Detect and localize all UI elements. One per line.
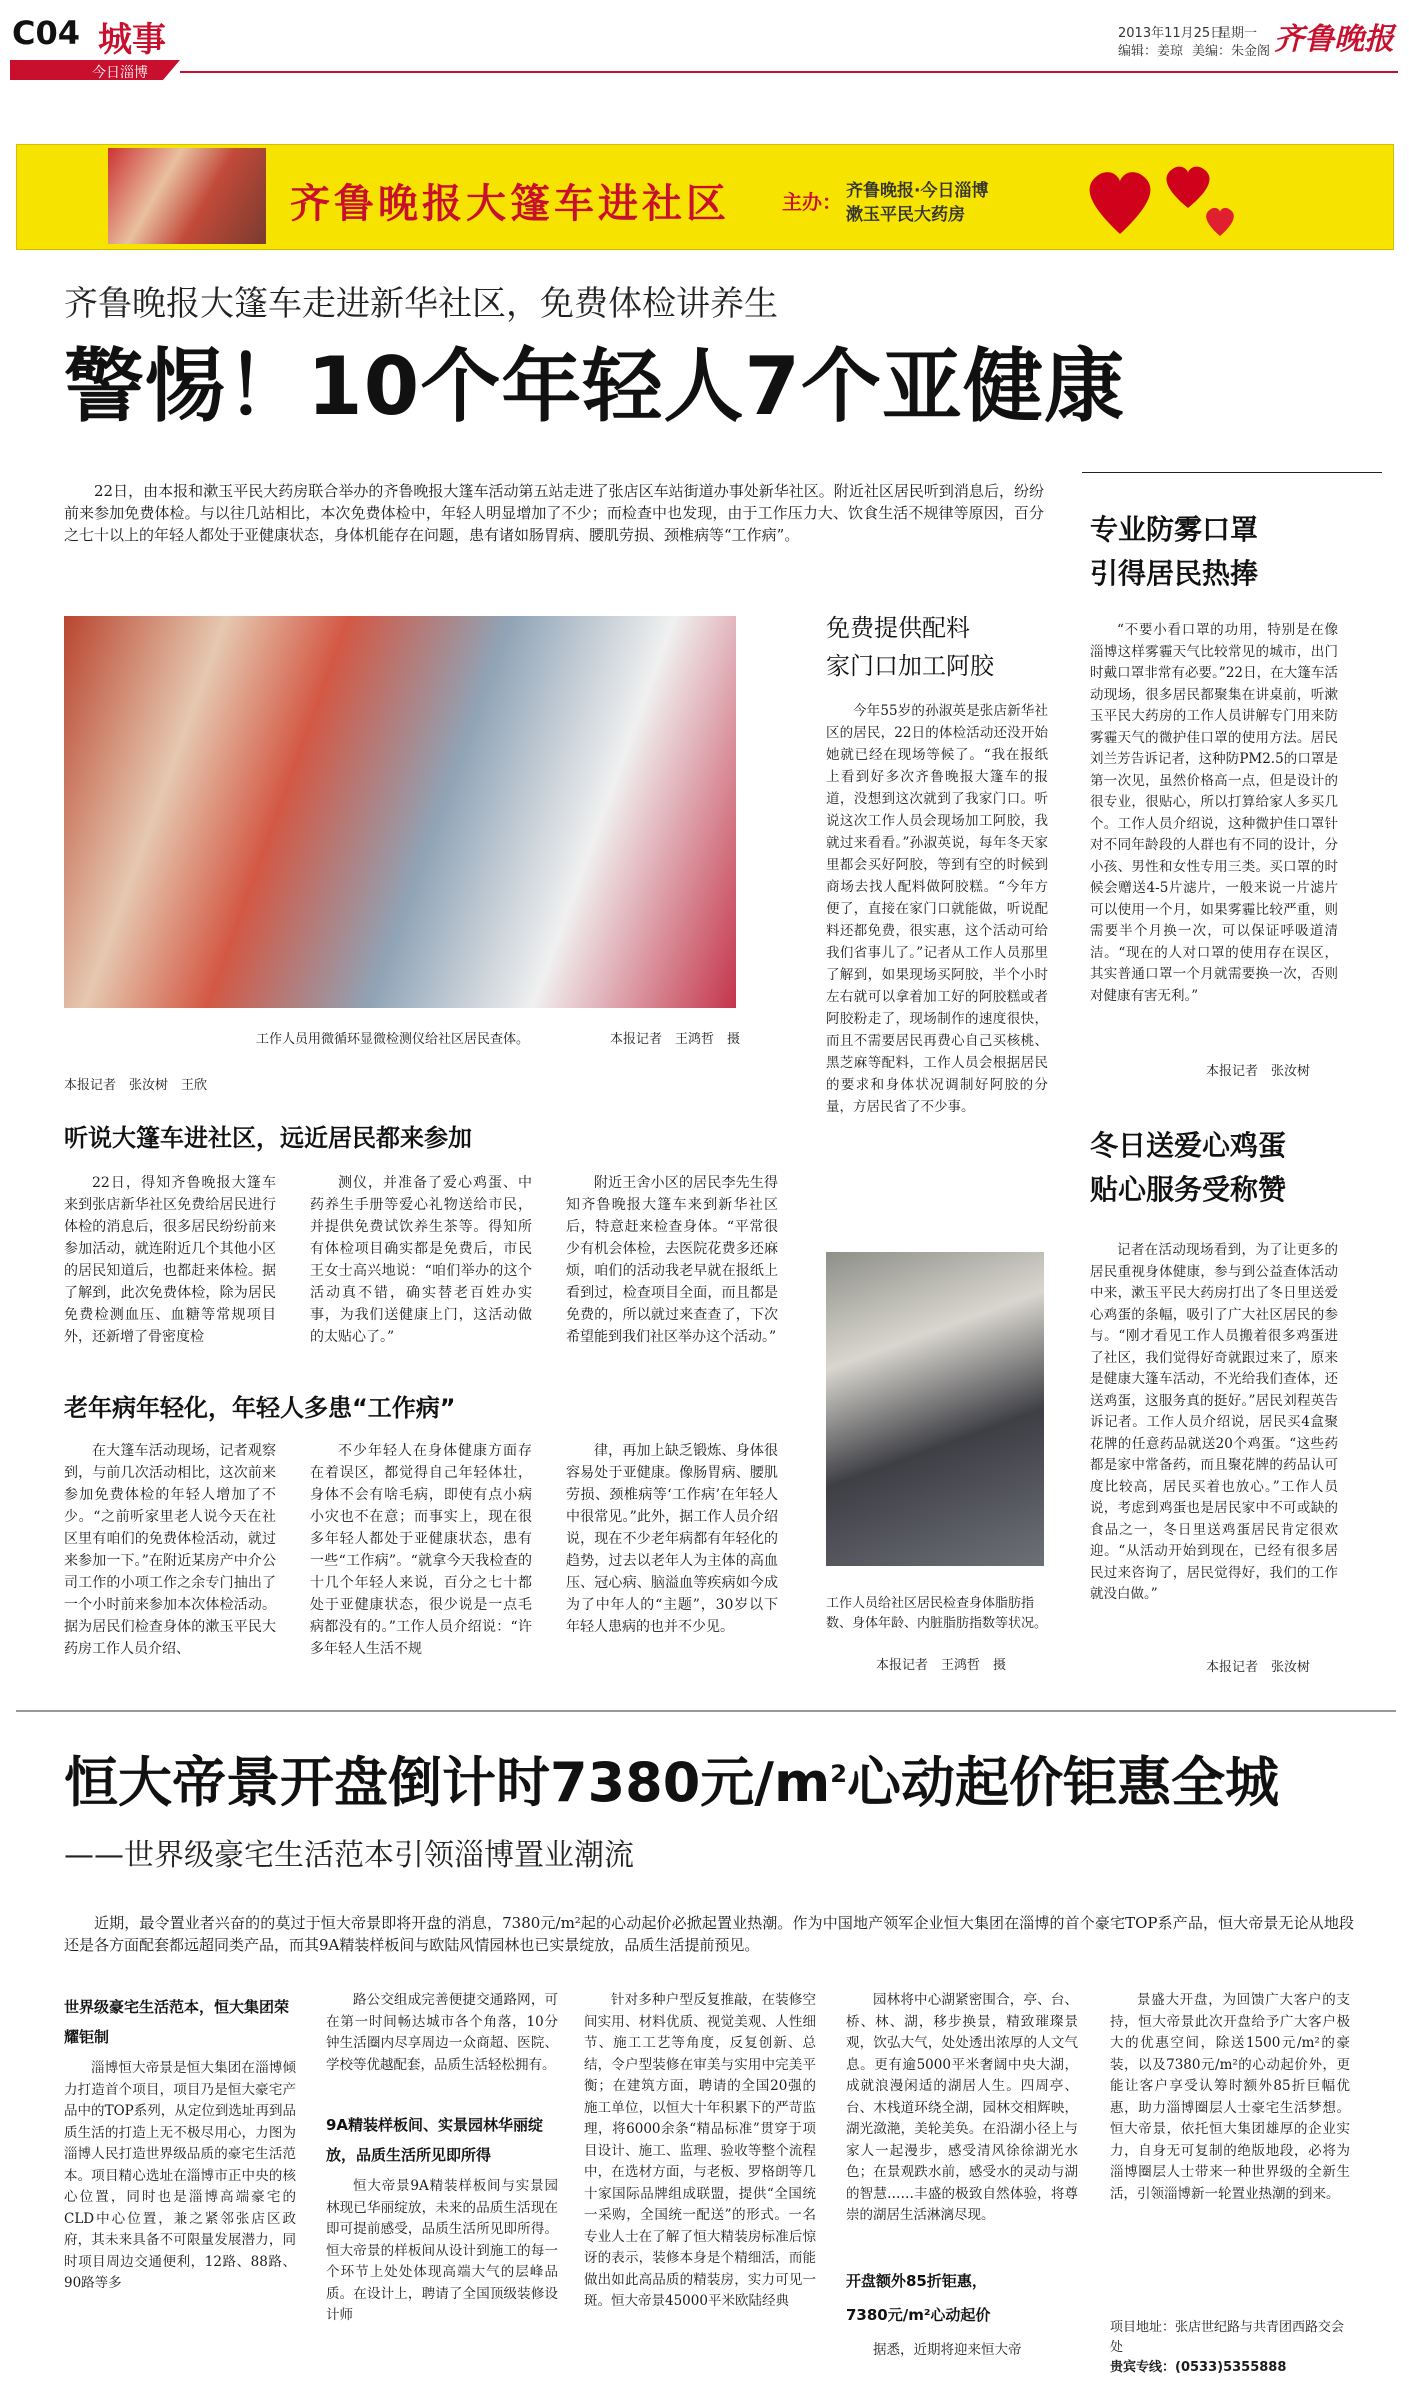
right1-title-2: 引得居民热捧 [1090, 557, 1259, 590]
mid-body: 今年55岁的孙淑英是张店新华社区的居民，22日的体检活动还没开始她就已经在现场等候了。“我在报纸上看到好多次齐鲁晚报大篷车的报道，没想到这次就到了我家门口。听说这次工作人员会现场加工阿胶，我就过来看看。”孙淑英说，每年冬天家里都会买好阿胶，等到有空的时候到商场去找人配料做阿胶糕。“今年方便了，直接在家门口就能做，听说配料还都免费，很实惠，这个活动可给我们省事儿了。”记者从工作人员那里了解到，如果现场买阿胶，半个小时左右就可以拿着加工好的阿胶糕或者阿胶粉走了，现场制作的速度很快，而且不需要居民再费心自己买核桃、黑芝麻等配料，工作人员会根据居民的要求和身体状况调制好阿胶的分量，方居民省了不少事。 [826, 703, 1048, 1115]
right2-title-2: 贴心服务受称赞 [1090, 1173, 1287, 1206]
mid-title-1: 免费提供配料 [826, 614, 970, 642]
designer-credit: 美编：朱金阁 [1192, 44, 1271, 59]
section1-title: 听说大篷车进社区，远近居民都来参加 [64, 1124, 472, 1152]
ad-col1-body: 淄博恒大帝景是恒大集团在淄博倾力打造首个项目，项目乃是恒大豪宅产品中的TOP系列，从定位到选址再到品质生活的打造上无不极尽用心，力图为淄博人民打造世界级品质的豪宅生活范本。项目精心选址在淄博市正中央的核心位置，同时也是淄博高端豪宅的CLD中心位置，兼之紧邻张店区政府，其未来具备不可限量发展潜力，同时项目周边交通便利，12路、88路、90路等多 [64, 2060, 296, 2291]
ad-subhead: ——世界级豪宅生活范本引领淄博置业潮流 [64, 1838, 634, 1873]
headline: 警惕！10个年轻人7个亚健康 [64, 340, 1125, 433]
section-title: 城事 [98, 20, 166, 60]
right1-title-1: 专业防雾口罩 [1090, 513, 1259, 546]
ad-col1-head: 世界级豪宅生活范本，恒大集团荣耀钜制 [64, 1998, 290, 2046]
photo2-caption: 工作人员给社区居民检查身体脂肪指数、身体年龄、内脏脂肪指数等状况。 [826, 1596, 1048, 1631]
ad-headline [64, 1740, 1279, 1817]
banner-host-label: 主办： [782, 190, 842, 214]
banner-host-1: 齐鲁晚报·今日淄博 [846, 181, 989, 201]
issue-weekday: 星期一 [1218, 26, 1258, 41]
ad-col4-tail: 据悉，近期将迎来恒大帝 [873, 2342, 1022, 2358]
ad-col3-body: 针对多种户型反复推敲，在装修空间实用、材料优质、视觉美观、人性细节、施工工艺等角度，反复创新、总结，令户型装修在审美与实用中完美平衡；在建筑方面，聘请的全国20强的施工单位，以恒大十年积累下的严苛监理，将6000余条“精品标准”贯穿于项目设计、施工、监理、验收等整个流程中，在选材方面，与老板、罗格朗等几十家国际品牌组成联盟，提供“全国统一采购，全国统一配送”的形式。一名专业人士在了解了恒大精装房标准后惊讶的表示，装修本身是个精细活，而能做出如此高品质的精装房，实力可见一斑。恒大帝景45000平米欧陆经典 [584, 1992, 816, 2309]
hearts-icon [1080, 146, 1240, 244]
section-divider [16, 1710, 1396, 1712]
right2-body: 记者在活动现场看到，为了让更多的居民重视身体健康，参与到公益查体活动中来，漱玉平民大药房打出了冬日里送爱心鸡蛋的条幅，吸引了广大社区居民的参与。“刚才看见工作人员搬着很多鸡蛋进了社区，我们觉得好奇就跟过来了，原来是健康大篷车活动，不光给我们查体，还送鸡蛋，这服务真的挺好。”居民刘程英告诉记者。工作人员介绍说，居民买4盒聚花牌的任意药品就送20个鸡蛋。“这些药都是家中常备药，而且聚花牌的药品认可度比较高，居民买着也放心。”工作人员说，考虑到鸡蛋也是居民家中不可或缺的食品之一，冬日里送鸡蛋居民肯定很欢迎。“从活动开始到现在，已经有很多居民过来咨询了，居民觉得好，我们的工作就没白做。” [1090, 1242, 1338, 1602]
ad-col4-body: 园林将中心湖紧密围合，亭、台、桥、林、湖，移步换景，精致璀璨景观，饮弘大气，处处透出浓厚的人文气息。更有逾5000平米奢阔中央大湖，成就浪漫闲适的湖居人生。四周亭、台、木栈道环绕全湖，园林交相辉映，湖光潋滟，美轮美奂。在沿湖小径上与家人一起漫步，感受清风徐徐湖光水色；在景观跌水前，感受水的灵动与湖的智慧……丰盛的极致自然体验，将尊崇的湖居生活淋漓尽现。 [846, 1992, 1078, 2223]
mid-title-2: 家门口加工阿胶 [826, 652, 994, 680]
sec1-col2: 测仪，并准备了爱心鸡蛋、中药养生手册等爱心礼物送给市民，并提供免费试饮养生茶等。得知所有体检项目确实都是免费后，市民王女士高兴地说：“咱们举办的这个活动真不错，确实替老百姓办实事，为我们送健康上门，这活动做的太贴心了。” [310, 1175, 532, 1345]
banner-host-2: 漱玉平民大药房 [846, 205, 965, 225]
ad-col2-body2: 恒大帝景9A精装样板间与实景园林现已华丽绽放，未来的品质生活现在即可提前感受，品质生活所见即所得。恒大帝景的样板间从设计到施工的每一个环节上处处体现高端大气的层峰品质。在设计上，聘请了全国顶级装修设计师 [326, 2178, 558, 2323]
ad-col5-body: 景盛大开盘，为回馈广大客户的支持，恒大帝景此次开盘给予广大客户极大的优惠空间，除送1500元/m²的豪装，以及7380元/m²的心动起价外，更能让客户享受认筹时额外85折巨幅优惠，助力淄博圈层人士豪宅生活梦想。恒大帝景，依托恒大集团雄厚的企业实力，自身无可复制的绝版地段，必将为淄博圈层人士带来一种世界级的全新生活，引领淄博新一轮置业热潮的到来。 [1110, 1992, 1350, 2202]
section2-title: 老年病年轻化，年轻人多患“工作病” [64, 1394, 456, 1422]
banner-title: 齐鲁晚报大篷车进社区 [290, 180, 730, 227]
sec2-col3: 律，再加上缺乏锻炼、身体很容易处于亚健康。像肠胃病、腰肌劳损、颈椎病等‘工作病’在年轻人中很常见。”此外，据工作人员介绍说，现在不少老年病都有年轻化的趋势，过去以老年人为主体的高血压、冠心病、脑溢血等疾病如今成为了中年人的“主题”，30岁以下年轻人患病的也并不少见。 [566, 1443, 778, 1635]
ad-vip-phone: 贵宾专线：(0533)5355888 [1110, 2360, 1287, 2375]
ad-headline-pre: 恒大帝景开盘倒计时7380元/m [64, 1751, 831, 1814]
section-subtitle: 今日淄博 [92, 65, 148, 81]
right2-byline: 本报记者 张汝树 [1206, 1660, 1311, 1675]
editor-credit: 编辑：姜琼 [1118, 44, 1184, 59]
photo1-credit: 本报记者 王鸿哲 摄 [610, 1032, 741, 1047]
lead-paragraph: 22日，由本报和漱玉平民大药房联合举办的齐鲁晚报大篷车活动第五站走进了张店区车站街道办事处新华社区。附近社区居民听到消息后，纷纷前来参加免费体检。与以往几站相比，本次免费体检中，年轻人明显增加了不少；而检查中也发现，由于工作压力大、饮食生活不规律等原因，百分之七十以上的年轻人都处于亚健康状态，身体机能存在问题，患有诸如肠胃病、腰肌劳损、颈椎病等“工作病”。 [64, 482, 1044, 544]
header-rule [180, 71, 1398, 73]
right1-body: “不要小看口罩的功用，特别是在像淄博这样雾霾天气比较常见的城市，出门时戴口罩非常有必要。”22日，在大篷车活动现场，很多居民都聚集在讲桌前，听漱玉平民大药房的工作人员讲解专门用来防雾霾天气的微护佳口罩的使用方法。居民刘兰芳告诉记者，这种防PM2.5的口罩是第一次见，虽然价格高一点，但是设计的很专业，很贴心，所以打算给家人多买几个。工作人员介绍说，这种微护佳口罩针对不同年龄段的人群也有不同的设计，分小孩、男性和女性专用三类。买口罩的时候会赠送4-5片滤片，一般来说一片滤片可以使用一个月，如果雾霾比较严重，则需要半个月换一次，可以保证呼吸道清洁。“现在的人对口罩的使用存在误区，其实普通口罩一个月就需要换一次，否则对健康有害无利。” [1090, 622, 1338, 1004]
ad-col2-body: 路公交组成完善便捷交通路网，可在第一时间畅达城市各个角落，10分钟生活圈内尽享周边一众商超、医院、学校等优越配套，品质生活轻松拥有。 [326, 1992, 558, 2073]
sec2-col2: 不少年轻人在身体健康方面存在着误区，都觉得自己年轻体壮，身体不会有啥毛病，即使有点小病小灾也不在意；而事实上，现在很多年轻人都处于亚健康状态，患有一些“工作病”。“就拿今天我检查的十几个年轻人来说，百分之七十都处于亚健康状态，很少说是一点毛病都没有的。”工作人员介绍说：“许多年轻人生活不规 [310, 1443, 532, 1657]
ad-headline-sup: 2 [830, 1760, 847, 1788]
banner-photo [108, 148, 266, 244]
paper-logo: 齐鲁晚报 [1274, 22, 1394, 57]
right2-title-1: 冬日送爱心鸡蛋 [1090, 1129, 1287, 1162]
kicker: 齐鲁晚报大篷车走进新华社区，免费体检讲养生 [64, 284, 778, 324]
ad-col4-head-2: 7380元/m²心动起价 [846, 2306, 991, 2324]
ad-intro: 近期，最令置业者兴奋的的莫过于恒大帝景即将开盘的消息，7380元/m²起的心动起价必掀起置业热潮。作为中国地产领军企业恒大集团在淄博的首个豪宅TOP系产品，恒大帝景无论从地段还是各方面配套都远超同类产品，而其9A精装样板间与欧陆风情园林也已实景绽放，品质生活提前预见。 [64, 1914, 1354, 1954]
sec2-col1: 在大篷车活动现场，记者观察到，与前几次活动相比，这次前来参加免费体检的年轻人增加了不少。“之前听家里老人说今天在社区里有咱们的免费体检活动，就过来参加一下。”在附近某房产中介公司工作的小项工作之余专门抽出了一个小时前来参加本次体检活动。据为居民们检查身体的漱玉平民大药房工作人员介绍、 [64, 1443, 276, 1657]
ad-col4-head-1: 开盘额外85折钜惠， [846, 2272, 987, 2290]
photo-microscope-check [64, 616, 736, 1008]
issue-date: 2013年11月25日 [1118, 26, 1224, 41]
photo-body-fat-check [826, 1252, 1044, 1566]
photo2-credit: 本报记者 王鸿哲 摄 [876, 1658, 1007, 1673]
sec1-col3: 附近王舍小区的居民李先生得知齐鲁晚报大篷车来到新华社区后，特意赶来检查身体。“平常很少有机会体检，去医院花费多还麻烦，咱们的活动我老早就在报纸上看到过，检查项目全面，而且都是免费的，所以就过来查查了，下次希望能到我们社区举办这个活动。” [566, 1175, 778, 1345]
photo1-caption: 工作人员用微循环显微检测仪给社区居民查体。 [256, 1032, 530, 1047]
right-column-rule [1082, 472, 1382, 473]
ad-headline-post: 心动起价钜惠全城 [847, 1751, 1279, 1814]
page-number: C04 [12, 14, 81, 52]
right1-byline: 本报记者 张汝树 [1206, 1064, 1311, 1079]
ad-project-address: 项目地址：张店世纪路与共青团西路交会处 [1110, 2320, 1345, 2355]
main-byline: 本报记者 张汝树 王欣 [64, 1078, 208, 1093]
ad-col2-head: 9A精装样板间、实景园林华丽绽放，品质生活所见即所得 [326, 2116, 544, 2164]
sec1-col1: 22日，得知齐鲁晚报大篷车来到张店新华社区免费给居民进行体检的消息后，很多居民纷纷前来参加活动，就连附近几个其他小区的居民知道后，也都赶来体检。据了解到，此次免费体检，除为居民免费检测血压、血糖等常规项目外，还新增了骨密度检 [64, 1175, 276, 1345]
